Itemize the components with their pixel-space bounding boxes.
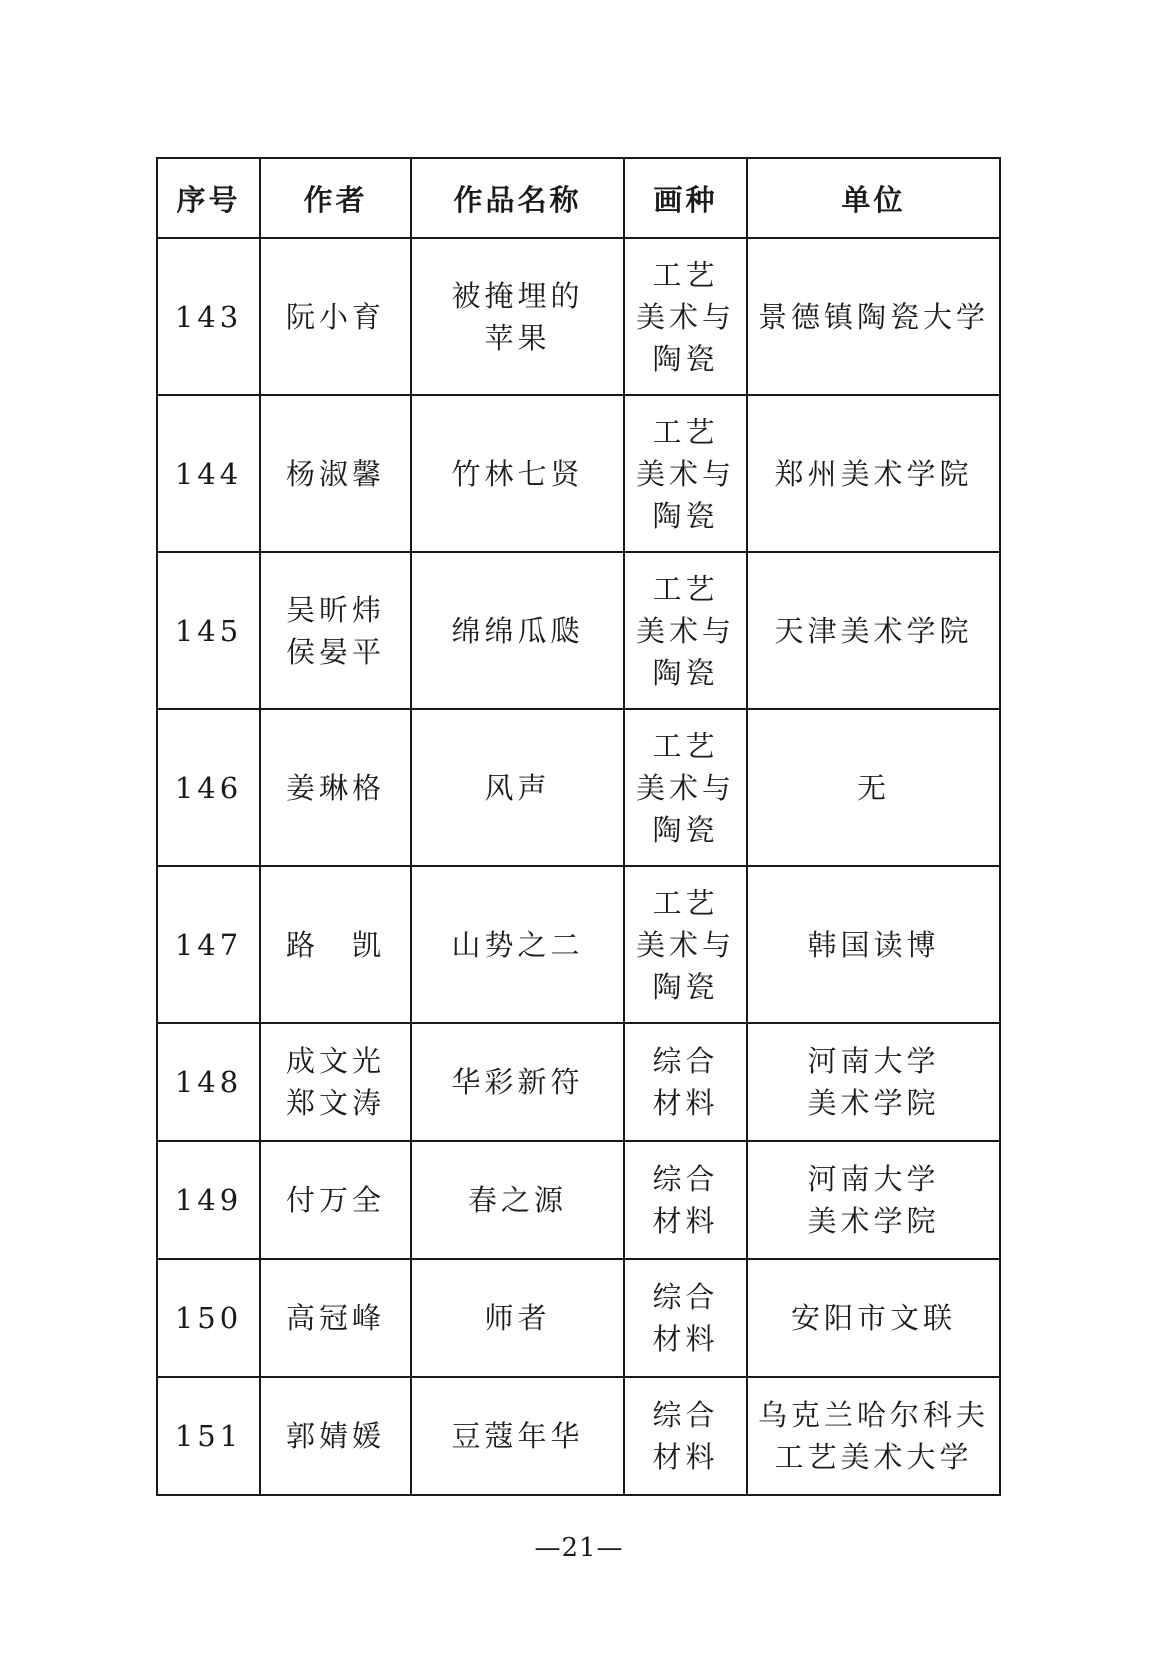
author-line: 高冠峰 [285,1301,385,1335]
category-line: 工艺 [652,257,719,292]
header-author: 作者 [260,158,411,238]
category-line: 综合 [652,1044,719,1078]
category-line: 材料 [652,1440,719,1474]
unit-line: 无 [856,770,890,805]
author-line: 成文光 [285,1044,385,1078]
unit-line: 河南大学 [807,1162,940,1196]
cell-unit [747,709,1000,866]
author-line: 郑文涛 [285,1086,385,1120]
cell-unit [747,1377,1000,1495]
title-line: 师者 [484,1301,551,1335]
cell-unit [747,395,1000,552]
cell-seq: 151 [157,1377,260,1495]
cell-category [624,1023,747,1141]
author-line: 郭婧媛 [285,1419,385,1453]
unit-line: 韩国读博 [807,927,940,962]
cell-category [624,1259,747,1377]
header-title: 作品名称 [411,158,624,238]
header-row [157,158,1000,238]
category-line: 综合 [652,1162,719,1196]
table-body [157,238,1000,1495]
header-seq: 序号 [157,158,260,238]
cell-author [260,238,411,395]
table-row [157,1259,1000,1377]
author-line: 吴昕炜 [285,592,385,627]
category-line: 美术与 [635,299,735,334]
table-row [157,1377,1000,1495]
cell-title [411,709,624,866]
author-line: 姜琳格 [285,770,385,805]
category-line: 综合 [652,1280,719,1314]
cell-unit [747,238,1000,395]
title-line: 春之源 [467,1183,567,1217]
cell-seq: 144 [157,395,260,552]
table-row [157,552,1000,709]
cell-title [411,238,624,395]
cell-seq: 150 [157,1259,260,1377]
cell-seq: 143 [157,238,260,395]
category-line: 材料 [652,1086,719,1120]
table-row [157,1141,1000,1259]
cell-title [411,552,624,709]
unit-line: 工艺美术大学 [774,1440,973,1474]
category-line: 陶瓷 [652,655,719,690]
cell-author [260,552,411,709]
cell-unit [747,1023,1000,1141]
table-row [157,1023,1000,1141]
cell-seq: 149 [157,1141,260,1259]
cell-seq: 147 [157,866,260,1023]
category-line: 美术与 [635,927,735,962]
cell-category [624,709,747,866]
category-line: 材料 [652,1204,719,1238]
title-line: 山势之二 [451,927,584,962]
author-line: 侯晏平 [285,634,385,669]
header-unit: 单位 [747,158,1000,238]
category-line: 工艺 [652,571,719,606]
cell-category [624,395,747,552]
cell-unit [747,1141,1000,1259]
cell-author [260,1377,411,1495]
cell-category [624,1141,747,1259]
unit-line: 河南大学 [807,1044,940,1078]
cell-seq: 145 [157,552,260,709]
cell-title [411,1259,624,1377]
cell-seq: 148 [157,1023,260,1141]
author-line: 付万全 [285,1183,385,1217]
category-line: 材料 [652,1322,719,1356]
cell-author [260,395,411,552]
table-header [157,158,1000,238]
title-line: 被掩埋的 [451,278,584,313]
table-row [157,238,1000,395]
unit-line: 安阳市文联 [790,1301,956,1335]
title-line: 苹果 [484,320,551,355]
cell-category [624,1377,747,1495]
unit-line: 郑州美术学院 [774,456,973,491]
author-line: 路 凯 [285,927,385,962]
category-line: 工艺 [652,414,719,449]
cell-unit [747,552,1000,709]
category-line: 陶瓷 [652,341,719,376]
cell-title [411,395,624,552]
cell-seq: 146 [157,709,260,866]
cell-author [260,866,411,1023]
title-line: 绵绵瓜瓞 [451,613,584,648]
cell-title [411,1141,624,1259]
table-row [157,395,1000,552]
cell-title [411,1377,624,1495]
category-line: 美术与 [635,456,735,491]
category-line: 陶瓷 [652,812,719,847]
category-line: 工艺 [652,885,719,920]
unit-line: 乌克兰哈尔科夫 [757,1398,989,1432]
cell-author [260,1259,411,1377]
cell-title [411,1023,624,1141]
cell-author [260,1141,411,1259]
category-line: 陶瓷 [652,498,719,533]
author-line: 杨淑馨 [285,456,385,491]
unit-line: 景德镇陶瓷大学 [757,299,989,334]
unit-line: 美术学院 [807,1204,940,1238]
cell-category [624,238,747,395]
awards-table [156,157,1001,1496]
cell-category [624,552,747,709]
cell-author [260,1023,411,1141]
cell-category [624,866,747,1023]
page-number: —21— [534,1533,624,1563]
cell-author [260,709,411,866]
category-line: 工艺 [652,728,719,763]
cell-unit [747,1259,1000,1377]
title-line: 竹林七贤 [451,456,584,491]
title-line: 豆蔻年华 [451,1419,584,1453]
title-line: 华彩新符 [451,1065,584,1099]
header-category: 画种 [624,158,747,238]
table-row [157,709,1000,866]
category-line: 陶瓷 [652,969,719,1004]
cell-title [411,866,624,1023]
title-line: 风声 [484,770,551,805]
unit-line: 美术学院 [807,1086,940,1120]
category-line: 综合 [652,1398,719,1432]
cell-unit [747,866,1000,1023]
category-line: 美术与 [635,770,735,805]
author-line: 阮小育 [285,299,385,334]
table-row [157,866,1000,1023]
unit-line: 天津美术学院 [774,613,973,648]
category-line: 美术与 [635,613,735,648]
